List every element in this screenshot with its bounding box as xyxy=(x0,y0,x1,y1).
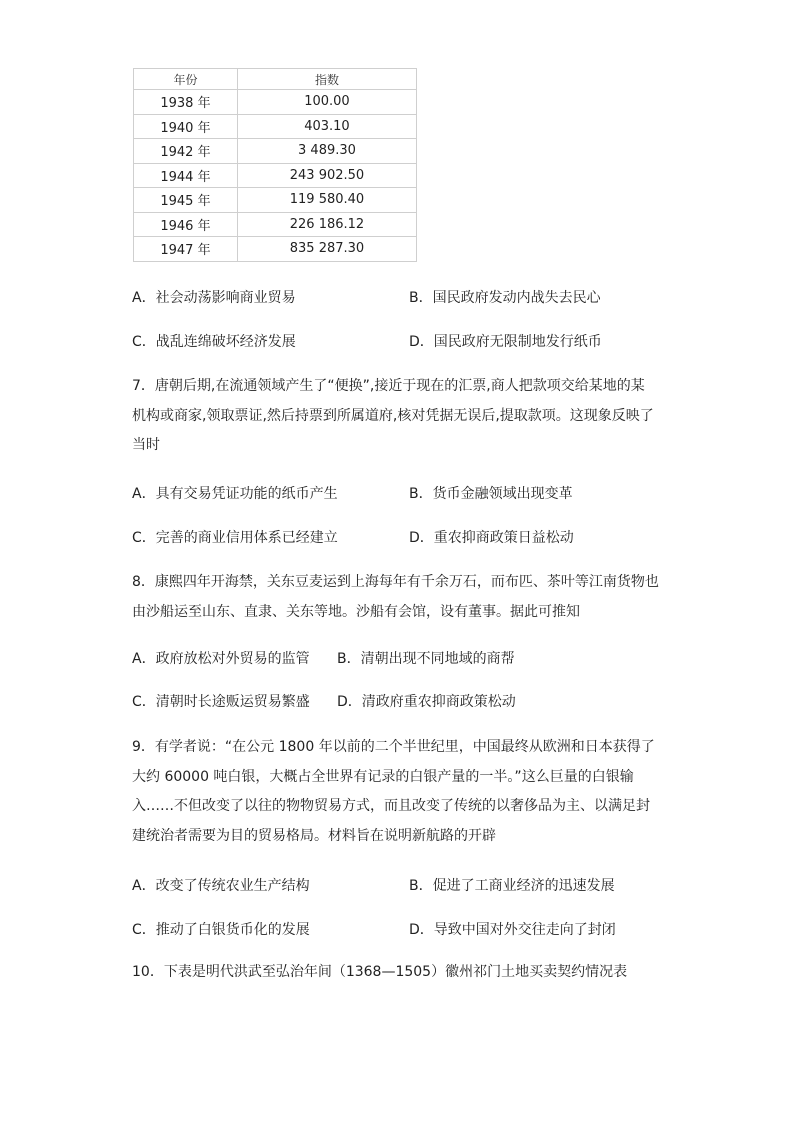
q8-option-c: C．清朝时长途贩运贸易繁盛 xyxy=(132,694,310,710)
table-cell-year: 1942 年 xyxy=(134,139,238,164)
q8-option-a: A．政府放松对外贸易的监管 xyxy=(132,651,310,667)
q7-stem-line: 机构或商家,领取票证,然后持票到所属道府,核对凭据无误后,提取款项。这现象反映了 xyxy=(132,407,654,424)
q6-option-d: D．国民政府无限制地发行纸币 xyxy=(409,334,602,350)
table-cell-year: 1944 年 xyxy=(134,163,238,188)
table-row xyxy=(134,237,417,262)
q8-stem xyxy=(132,568,666,627)
q8-stem-line: 由沙船运至山东、直隶、关东等地。沙船有会馆，设有董事。据此可推知 xyxy=(132,603,580,620)
table-cell-year: 1938 年 xyxy=(134,90,238,115)
table-row xyxy=(134,212,417,237)
q9-stem-line: 大约 60000 吨白银，大概占全世界有记录的白银产量的一半。”这么巨量的白银输 xyxy=(132,768,634,785)
index-table xyxy=(133,68,417,262)
q9-stem-line: 9．有学者说：“在公元 1800 年以前的二个半世纪里，中国最终从欧洲和日本获得了 xyxy=(132,739,655,755)
table-row xyxy=(134,90,417,115)
q9-stem xyxy=(132,733,666,851)
table-cell-index: 3 489.30 xyxy=(237,139,416,164)
q7-option-b: B．货币金融领域出现变革 xyxy=(409,486,573,502)
q9-stem-line: 建统治者需要为目的贸易格局。材料旨在说明新航路的开辟 xyxy=(132,827,496,844)
table-cell-index: 403.10 xyxy=(237,114,416,139)
table-row xyxy=(134,139,417,164)
table-cell-year: 1946 年 xyxy=(134,212,238,237)
table-row xyxy=(134,114,417,139)
q6-option-c: C．战乱连绵破坏经济发展 xyxy=(132,334,296,350)
q7-stem-line: 当时 xyxy=(132,437,160,453)
q8-option-b: B．清朝出现不同地域的商帮 xyxy=(337,651,515,667)
q8-stem-line: 8．康熙四年开海禁，关东豆麦运到上海每年有千余万石，而布匹、茶叶等江南货物也 xyxy=(132,574,659,590)
table-cell-index: 100.00 xyxy=(237,90,416,115)
q9-option-a: A．改变了传统农业生产结构 xyxy=(132,878,310,894)
table-cell-year: 1945 年 xyxy=(134,188,238,213)
table-cell-year: 1940 年 xyxy=(134,114,238,139)
table-cell-index: 119 580.40 xyxy=(237,188,416,213)
table-row xyxy=(134,188,417,213)
table-cell-index: 243 902.50 xyxy=(237,163,416,188)
q9-option-c: C．推动了白银货币化的发展 xyxy=(132,922,310,938)
q7-option-d: D．重农抑商政策日益松动 xyxy=(409,530,574,546)
q8-option-d: D．清政府重农抑商政策松动 xyxy=(337,694,516,710)
q6-option-b: B．国民政府发动内战失去民心 xyxy=(409,290,601,306)
q7-stem-line: 7．唐朝后期,在流通领域产生了“便换”,接近于现在的汇票,商人把款项交给某地的某 xyxy=(132,378,645,394)
table-header-year: 年份 xyxy=(134,69,238,90)
q10-stem: 10．下表是明代洪武至弘治年间（1368—1505）徽州祁门土地买卖契约情况表 xyxy=(132,964,628,980)
table-header-index: 指数 xyxy=(237,69,416,90)
q7-option-c: C．完善的商业信用体系已经建立 xyxy=(132,530,338,546)
table-header-row xyxy=(134,69,417,90)
q9-stem-line: 入……不但改变了以往的物物贸易方式，而且改变了传统的以奢侈品为主、以满足封 xyxy=(132,798,650,814)
table-row xyxy=(134,163,417,188)
q7-option-a: A．具有交易凭证功能的纸币产生 xyxy=(132,486,338,502)
table-cell-index: 835 287.30 xyxy=(237,237,416,262)
table-cell-year: 1947 年 xyxy=(134,237,238,262)
q7-stem xyxy=(132,372,666,461)
table-cell-index: 226 186.12 xyxy=(237,212,416,237)
q6-option-a: A．社会动荡影响商业贸易 xyxy=(132,290,296,306)
q9-option-b: B．促进了工商业经济的迅速发展 xyxy=(409,878,615,894)
q9-option-d: D．导致中国对外交往走向了封闭 xyxy=(409,922,616,938)
